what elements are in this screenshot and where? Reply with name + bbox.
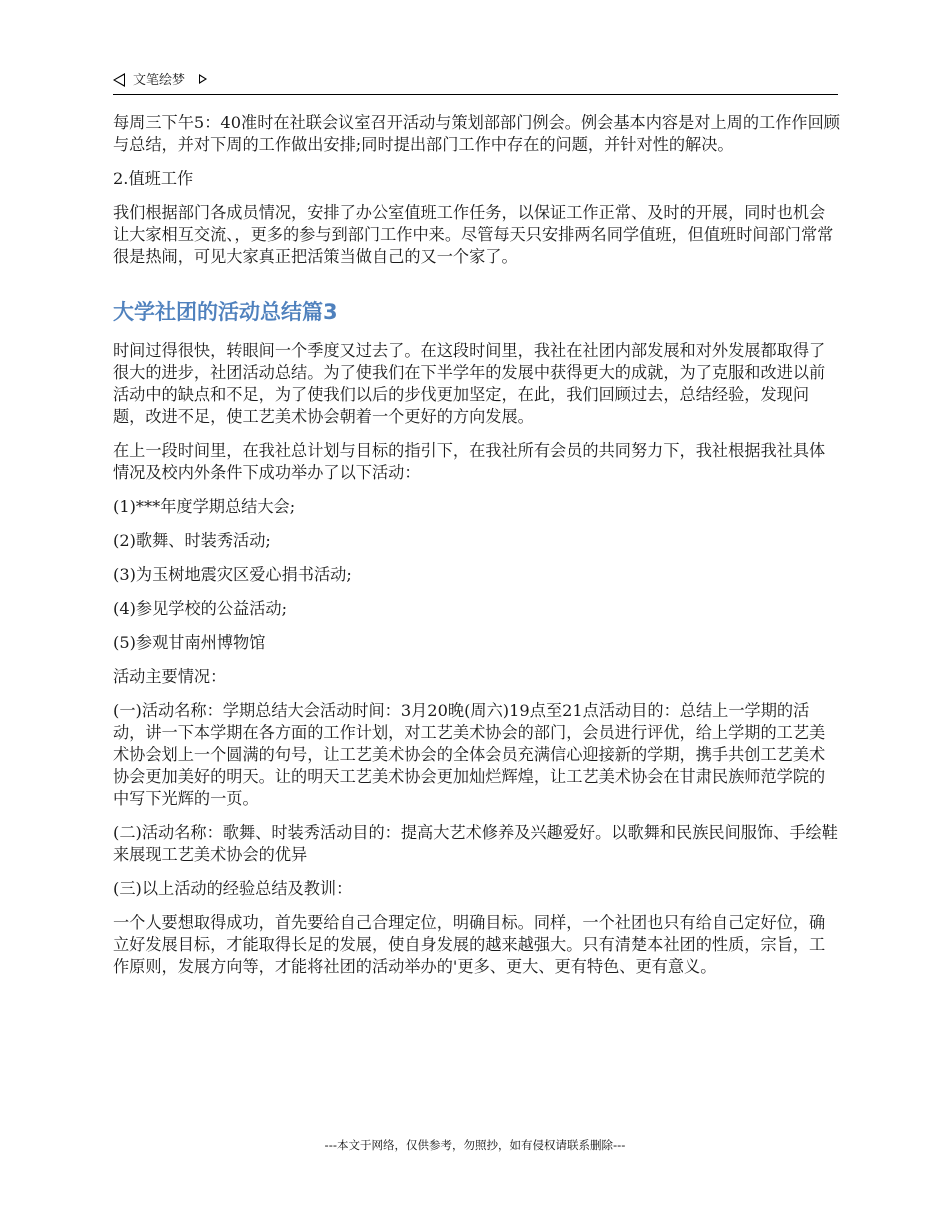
paragraph: 我们根据部门各成员情况，安排了办公室值班工作任务，以保证工作正常、及时的开展，同时也机会让大家相互交流、，更多的参与到部门工作中来。尽管每天只安排两名同学值班，但值班时间部门常常很是热闹，可见大家真正把活策当做自己的又一个家了。 bbox=[113, 203, 834, 266]
document-body bbox=[113, 112, 841, 990]
list-item: (1)***年度学期总结大会; bbox=[113, 497, 296, 516]
section-title: 大学社团的活动总结篇3 bbox=[113, 300, 338, 324]
paragraph: 在上一段时间里，在我社总计划与目标的指引下，在我社所有会员的共同努力下，我社根据我社具体情况及校内外条件下成功举办了以下活动： bbox=[113, 441, 826, 482]
list-item: (2)歌舞、时装秀活动; bbox=[113, 531, 271, 550]
triangle-left-icon bbox=[113, 73, 125, 87]
paragraph: (二)活动名称：歌舞、时装秀活动目的：提高大艺术修养及兴趣爱好。以歌舞和民族民间服饰、手绘鞋来展现工艺美术协会的优异 bbox=[113, 823, 838, 864]
page-header bbox=[113, 72, 838, 95]
list-item: (5)参观甘南州博物馆 bbox=[113, 633, 266, 652]
footer-disclaimer: ---本文于网络，仅供参考，勿照抄，如有侵权请联系删除--- bbox=[324, 1138, 626, 1152]
paragraph: 一个人要想取得成功，首先要给自己合理定位，明确目标。同样，一个社团也只有给自己定好位，确立好发展目标，才能取得长足的发展，使自身发展的越来越强大。只有清楚本社团的性质，宗旨，工作原则，发展方向等，才能将社团的活动举办的'更多、更大、更有特色、更有意义。 bbox=[113, 913, 826, 976]
paragraph: (一)活动名称：学期总结大会活动时间：3月20晚(周六)19点至21点活动目的：总结上一学期的活动，讲一下本学期在各方面的工作计划，对工艺美术协会的部门，会员进行评优，给上学期的工艺美术协会划上一个圆满的句号，让工艺美术协会的全体会员充满信心迎接新的学期，携手共创工艺美术协会更加美好的明天。让的明天工艺美术协会更加灿烂辉煌，让工艺美术协会在甘肃民族师范学院的中写下光辉的一页。 bbox=[113, 701, 826, 808]
list-item: (3)为玉树地震灾区爱心捐书活动; bbox=[113, 565, 352, 584]
paragraph: 活动主要情况： bbox=[113, 667, 227, 686]
paragraph: 每周三下午5：40准时在社联会议室召开活动与策划部部门例会。例会基本内容是对上周的工作作回顾与总结，并对下周的工作做出安排;同时提出部门工作中存在的问题，并针对性的解决。 bbox=[113, 113, 840, 154]
list-item: (4)参见学校的公益活动; bbox=[113, 599, 288, 618]
brand-name: 文笔绘梦 bbox=[133, 73, 186, 88]
paragraph: 时间过得很快，转眼间一个季度又过去了。在这段时间里，我社在社团内部发展和对外发展都取得了很大的进步，社团活动总结。为了使我们在下半学年的发展中获得更大的成就，为了克服和改进以前活动中的缺点和不足，为了使我们以后的步伐更加坚定，在此，我们回顾过去，总结经验，发现问题，改进不足，使工艺美术协会朝着一个更好的方向发展。 bbox=[113, 341, 826, 426]
subheading: 2.值班工作 bbox=[113, 169, 194, 188]
triangle-right-icon bbox=[199, 74, 207, 84]
paragraph: (三)以上活动的经验总结及教训： bbox=[113, 879, 353, 898]
